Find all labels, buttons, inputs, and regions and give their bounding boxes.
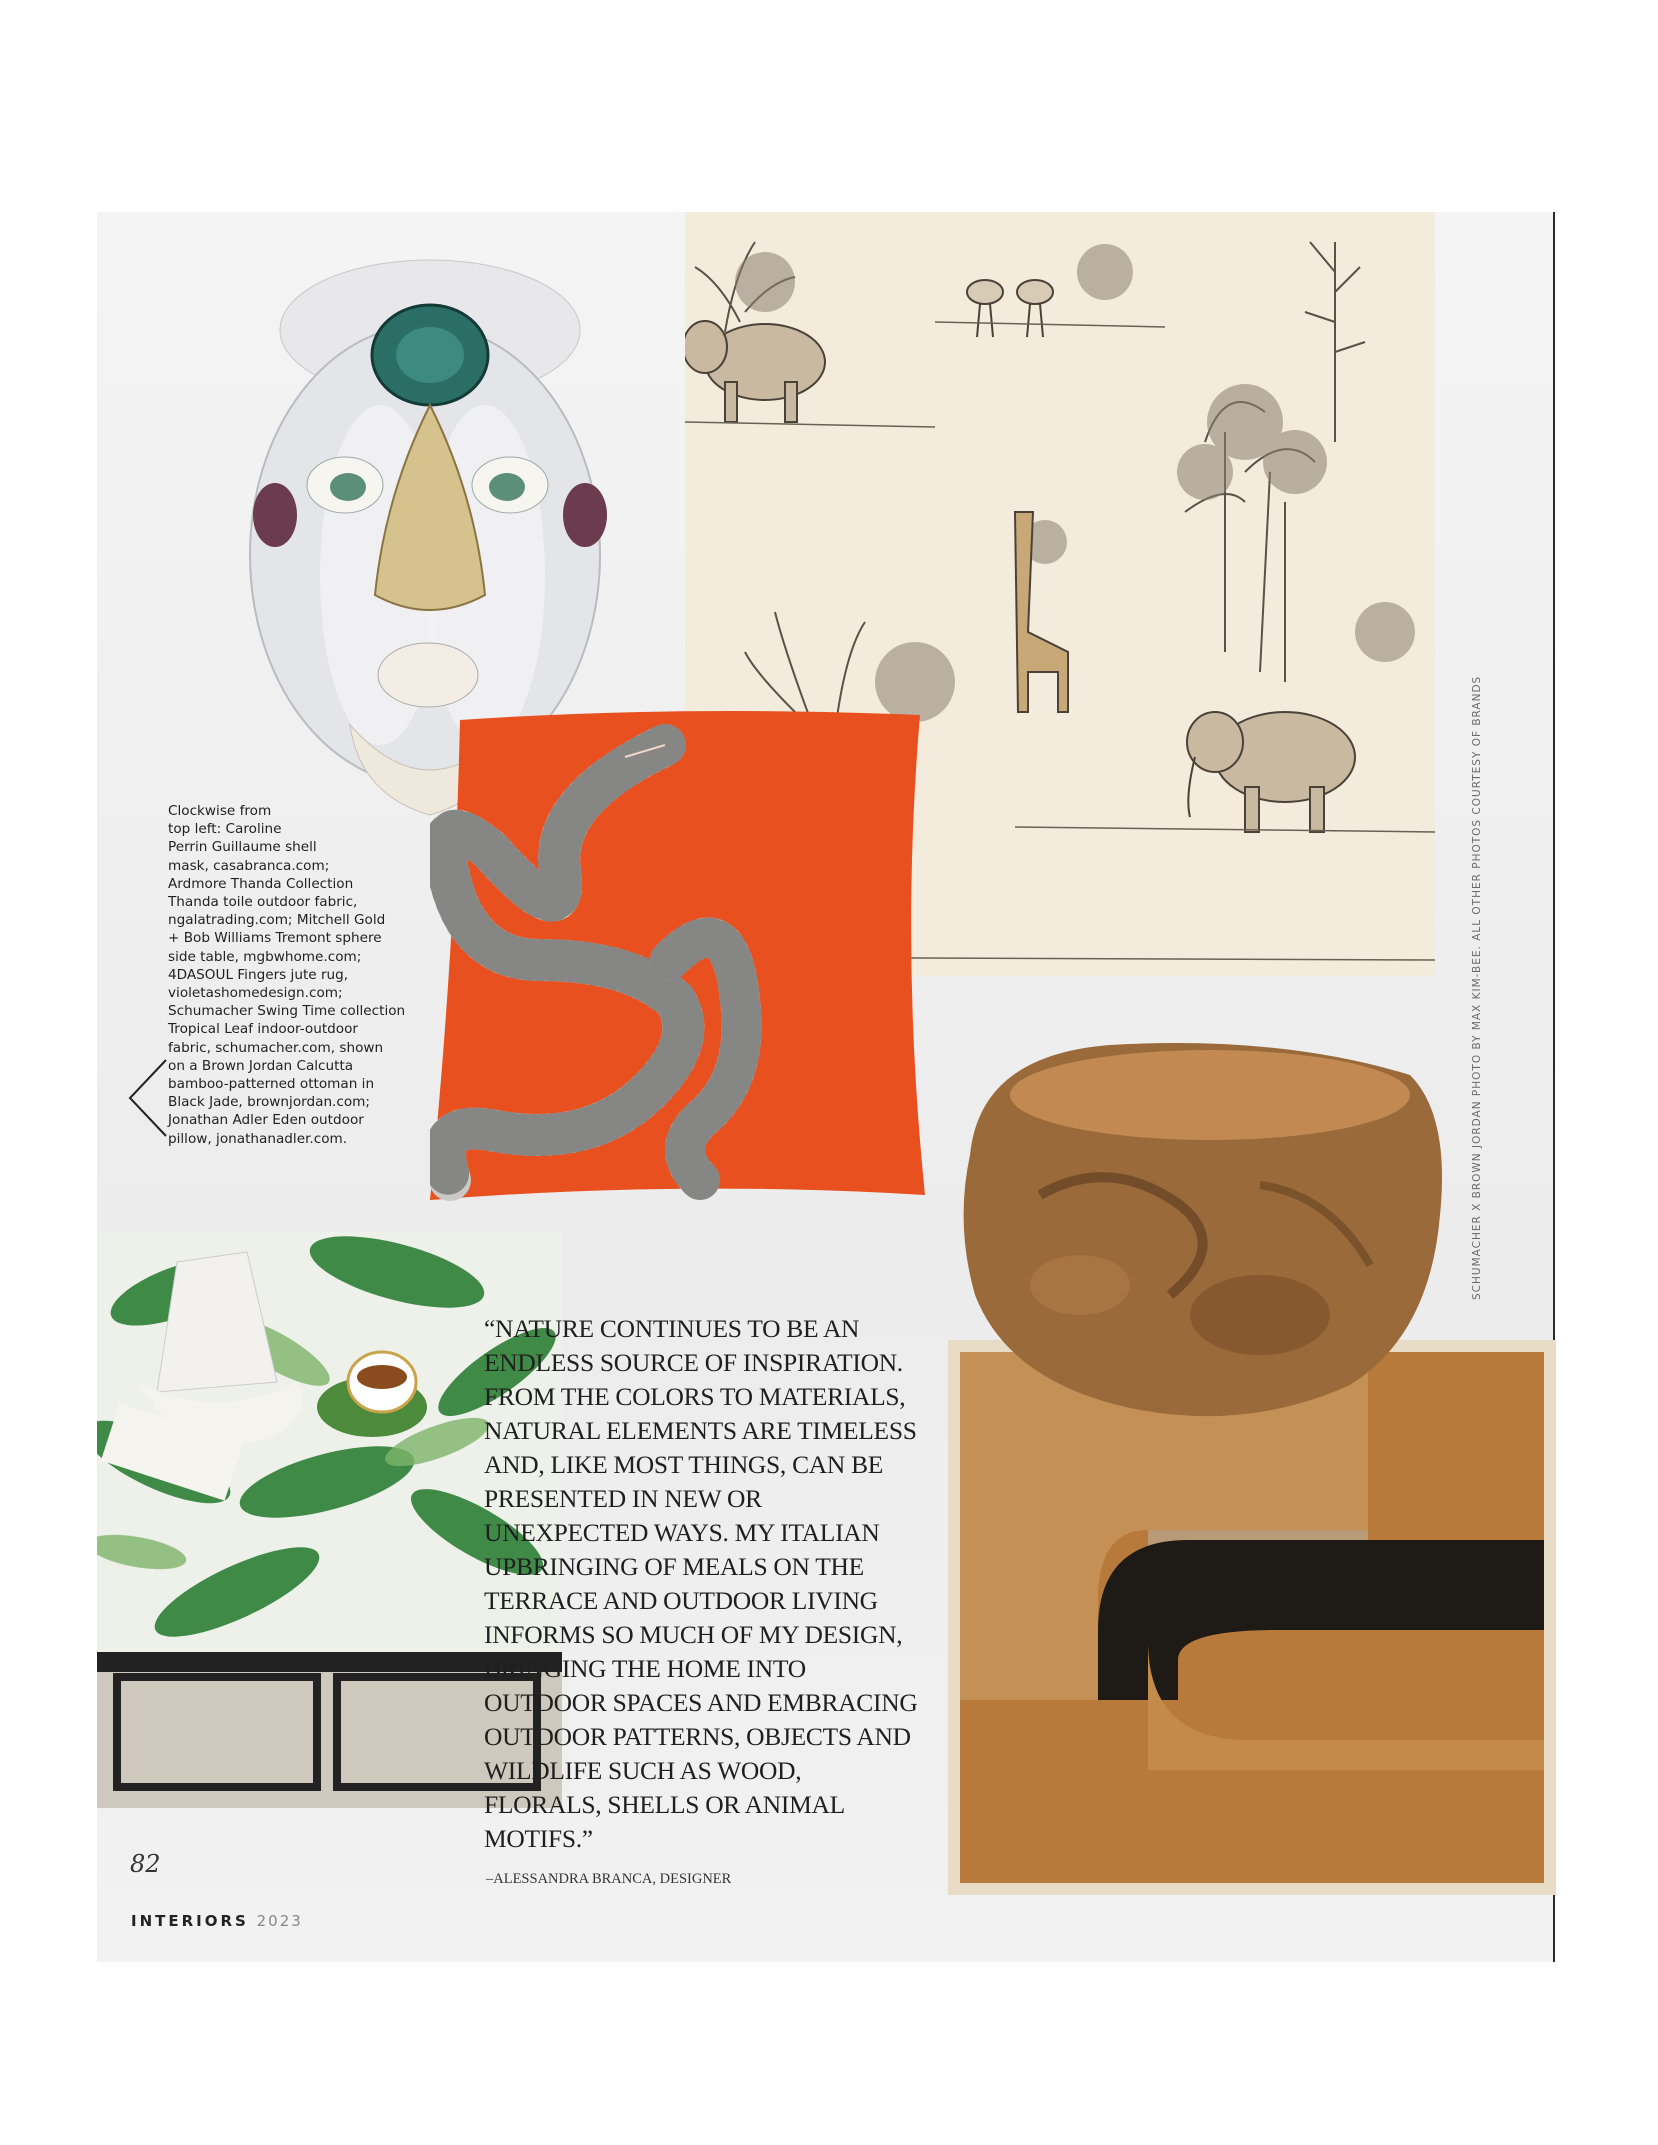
left-chevron-icon bbox=[128, 1058, 168, 1138]
tree-stump-side-table-photo bbox=[950, 1035, 1455, 1425]
caption-line: fabric, schumacher.com, shown bbox=[168, 1039, 384, 1056]
caption-line: 4DASOUL Fingers jute rug, bbox=[168, 966, 349, 983]
caption-line: mask, casabranca.com; bbox=[168, 857, 330, 874]
caption-line: side table, mgbwhome.com; bbox=[168, 948, 362, 965]
quote-attribution: –ALESSANDRA BRANCA, DESIGNER bbox=[486, 1871, 732, 1887]
footer bbox=[131, 1912, 303, 1930]
caption-line: Clockwise from bbox=[168, 803, 272, 819]
caption-line: bamboo-patterned ottoman in bbox=[168, 1076, 375, 1093]
publication-name: INTERIORS bbox=[131, 1912, 249, 1930]
caption-line: Schumacher Swing Time collection bbox=[168, 1003, 406, 1020]
caption-line: on a Brown Jordan Calcutta bbox=[168, 1057, 354, 1074]
publication-year: 2023 bbox=[256, 1912, 303, 1930]
caption-line: Thanda toile outdoor fabric, bbox=[168, 894, 358, 911]
pull-quote: “NATURE CONTINUES TO BE AN ENDLESS SOURCE OF INSPIRATION. FROM THE COLORS TO MATERIALS, NATURAL ELEMENTS ARE TIMELESS AND, LIKE MOST THINGS, CAN BE PRESENTED IN NEW OR UNEXPECTED WAYS. MY ITALIAN UPBRINGING OF MEALS ON THE TERRACE AND OUTDOOR LIVING INFORMS SO MUCH OF MY DESIGN, BRINGING THE HOME INTO OUTDOOR SPACES AND EMBRACING OUTDOOR PATTERNS, OBJECTS AND WILDLIFE SUCH AS WOOD, FLORALS, SHELLS OR ANIMAL MOTIFS.” bbox=[484, 1314, 918, 1853]
caption-line: + Bob Williams Tremont sphere bbox=[168, 930, 382, 947]
page-number: 82 bbox=[130, 1850, 161, 1878]
photo-credit: SCHUMACHER X BROWN JORDAN PHOTO BY MAX KIM-BEE. ALL OTHER PHOTOS COURTESY OF BRANDS bbox=[1471, 675, 1483, 1300]
caption-line: ngalatrading.com; Mitchell Gold bbox=[168, 912, 386, 929]
caption-line: Jonathan Adler Eden outdoor bbox=[168, 1112, 364, 1129]
caption-line: Tropical Leaf indoor-outdoor bbox=[168, 1021, 358, 1038]
caption-line: top left: Caroline bbox=[168, 821, 282, 838]
caption-line: Ardmore Thanda Collection bbox=[168, 875, 354, 892]
caption-line: Black Jade, brownjordan.com; bbox=[168, 1094, 370, 1111]
caption-line: violetashomedesign.com; bbox=[168, 985, 343, 1002]
snake-pillow-photo bbox=[430, 700, 935, 1205]
caption-line: Perrin Guillaume shell bbox=[168, 839, 317, 856]
photo-caption bbox=[168, 802, 433, 1148]
caption-line: pillow, jonathanadler.com. bbox=[168, 1130, 348, 1147]
